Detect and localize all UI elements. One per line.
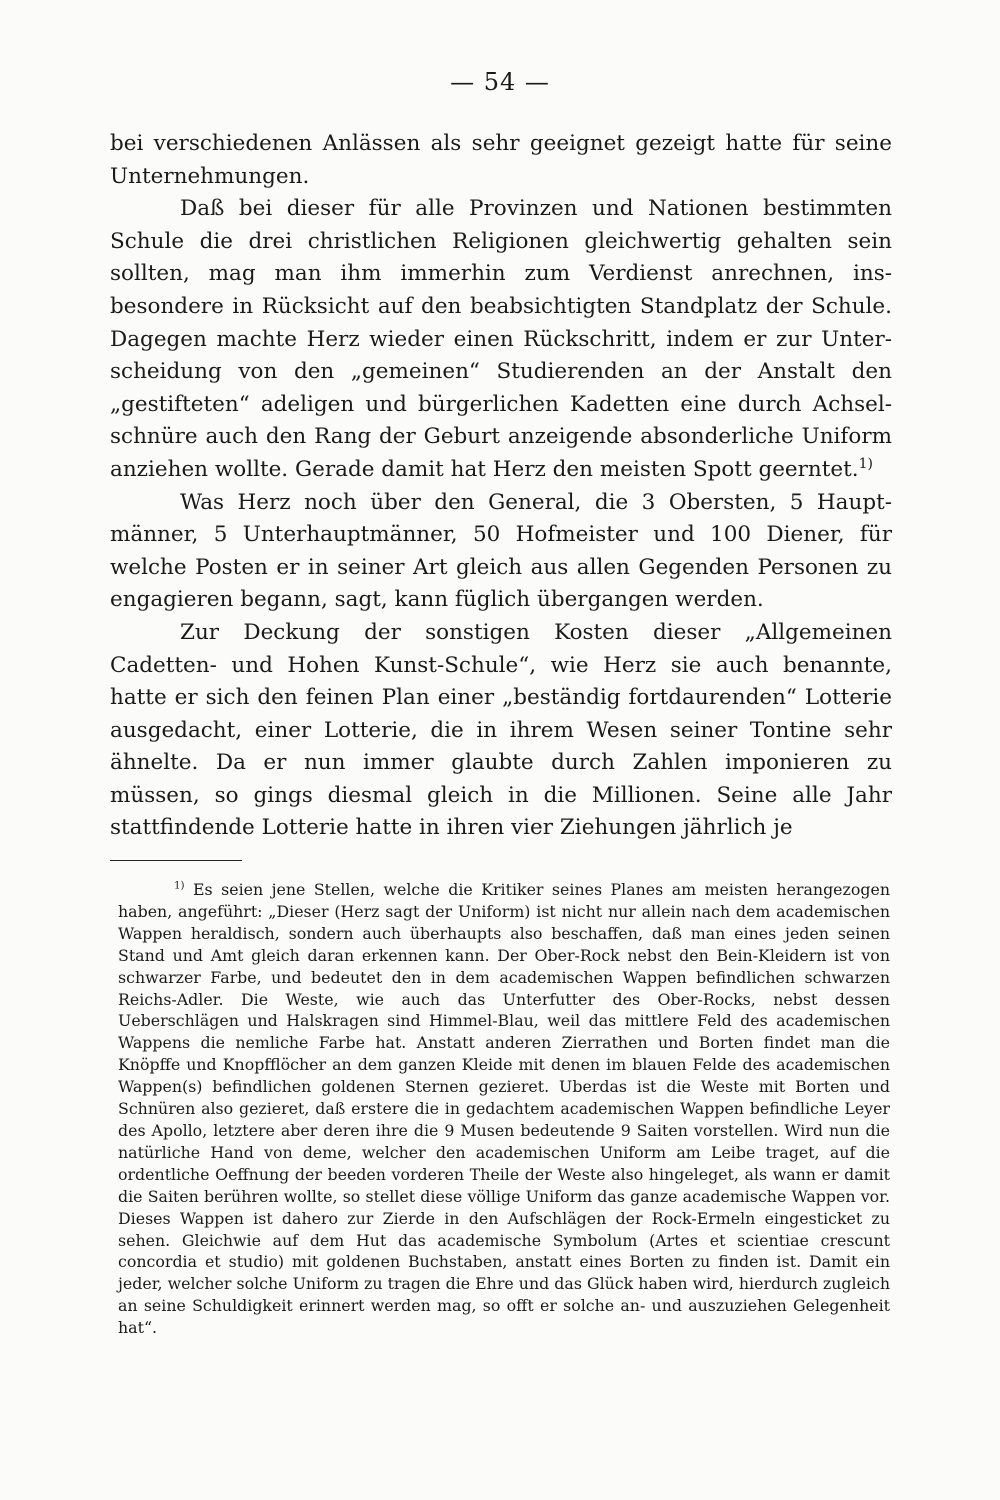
paragraph: Zur Deckung der sonstigen Kosten dieser „Allgemeinen Cadetten- und Hohen Kunst-Schule“, wie Herz sie auch benannte, hatte er sich den feinen Plan einer „beständig fortdaurenden“ Lotterie ausgedacht, einer Lotterie, die in ihrem Wesen seiner Tontine sehr ähnelte. Da er nun immer glaubte durch Zahlen imponieren zu müssen, so gings diesmal gleich in die Millionen. Seine alle Jahr stattfindende Lotterie hatte in ihren vier Ziehungen jährlich je	[110, 619, 892, 841]
footnote-reference: 1)	[858, 455, 873, 472]
paragraph: Was Herz noch über den General, die 3 Obersten, 5 Hauptmänner, 5 Unterhauptmänner, 50 Hofmeister und 100 Diener, für welche Posten er in seiner Art gleich aus allen Gegenden Personen zu engagieren begann, sagt, kann füglich übergangen werden.	[110, 489, 892, 613]
footnote-text: Es seien jene Stellen, welche die Kritiker seines Planes am meisten herangezogen haben, angeführt: „Dieser (Herz sagt der Uniform) ist nicht nur allein nach dem academischen Wappen heraldisch, sondern auch überhaupts also beschaffen, daß man eines jeden seinen Stand und Amt gleich daran erkennen kann. Der Ober-Rock nebst den Bein-Kleidern ist von schwarzer Farbe, und bedeutet den in dem academischen Wappen befindlichen schwarzen Reichs-Adler. Die Weste, wie auch das Unterfutter des Ober-Rocks, nebst dessen Ueberschlägen und Halskragen sind Himmel-Blau, weil das mittlere Feld des academischen Wappens die nemliche Farbe hat. Anstatt anderen Zierrathen und Borten findet man die Knöpffe und Knopfflöcher an dem ganzen Kleide mit denen im blauen Felde des academischen Wappen(s) befindlichen goldenen Sternen gezieret. Uberdas ist die Weste mit Borten und Schnüren also gezieret, daß erstere die in gedachtem academischen Wappen befindliche Leyer des Apollo, letztere aber deren ihre die 9 Musen bedeutende 9 Saiten vorstellen. Wird nun die natürliche Hand von deme, welcher den academischen Uniform am Leibe traget, auf die ordentliche Oeffnung der beeden vorderen Theile der Weste also hingeleget, als wann er damit die Saiten berühren wollte, so stellet diese völlige Uniform das ganze academische Wappen vor. Dieses Wappen ist dahero zur Zierde in den Aufschlägen der Rock-Ermeln eingesticket zu sehen. Gleichwie auf dem Hut das academische Symbolum (Artes et scientiae crescunt concordia et studio) mit goldenen Buchstaben, anstatt eines Borten zu finden ist. Damit ein jeder, welcher solche Uniform zu tragen die Ehre und das Glück haben wird, hierdurch zugleich an seine Schuldigkeit erinnert werden mag, so offt er solche an- und auszuziehen Gelegenheit hat“.	[118, 880, 890, 1338]
footnote-paragraph	[118, 879, 890, 1339]
footnote-separator	[110, 860, 242, 861]
paragraph-text: Daß bei dieser für alle Provinzen und Nationen bestimmten Schule die drei christlichen Religionen gleichwertig gehalten sein sollten, mag man ihm immerhin zum Verdienst anrechnen, insbesondere in Rücksicht auf den beabsichtigten Standplatz der Schule. Dagegen machte Herz wieder einen Rückschritt, indem er zur Unterscheidung von den „gemeinen“ Studierenden an der Anstalt den „gestifteten“ adeligen und bürgerlichen Kadetten eine durch Achselschnüre auch den Rang der Geburt anzeigende absonderliche Uniform anziehen wollte. Gerade damit hat Herz den meisten Spott geerntet.	[110, 196, 892, 482]
paragraph	[110, 193, 892, 486]
footnote-marker: 1)	[174, 879, 185, 892]
page-number: — 54 —	[450, 68, 550, 96]
paragraph-continued: bei verschiedenen Anlässen als sehr geeignet gezeigt hatte für seine Unternehmungen.	[110, 131, 892, 189]
footnote	[118, 879, 890, 1339]
main-text	[110, 128, 892, 845]
